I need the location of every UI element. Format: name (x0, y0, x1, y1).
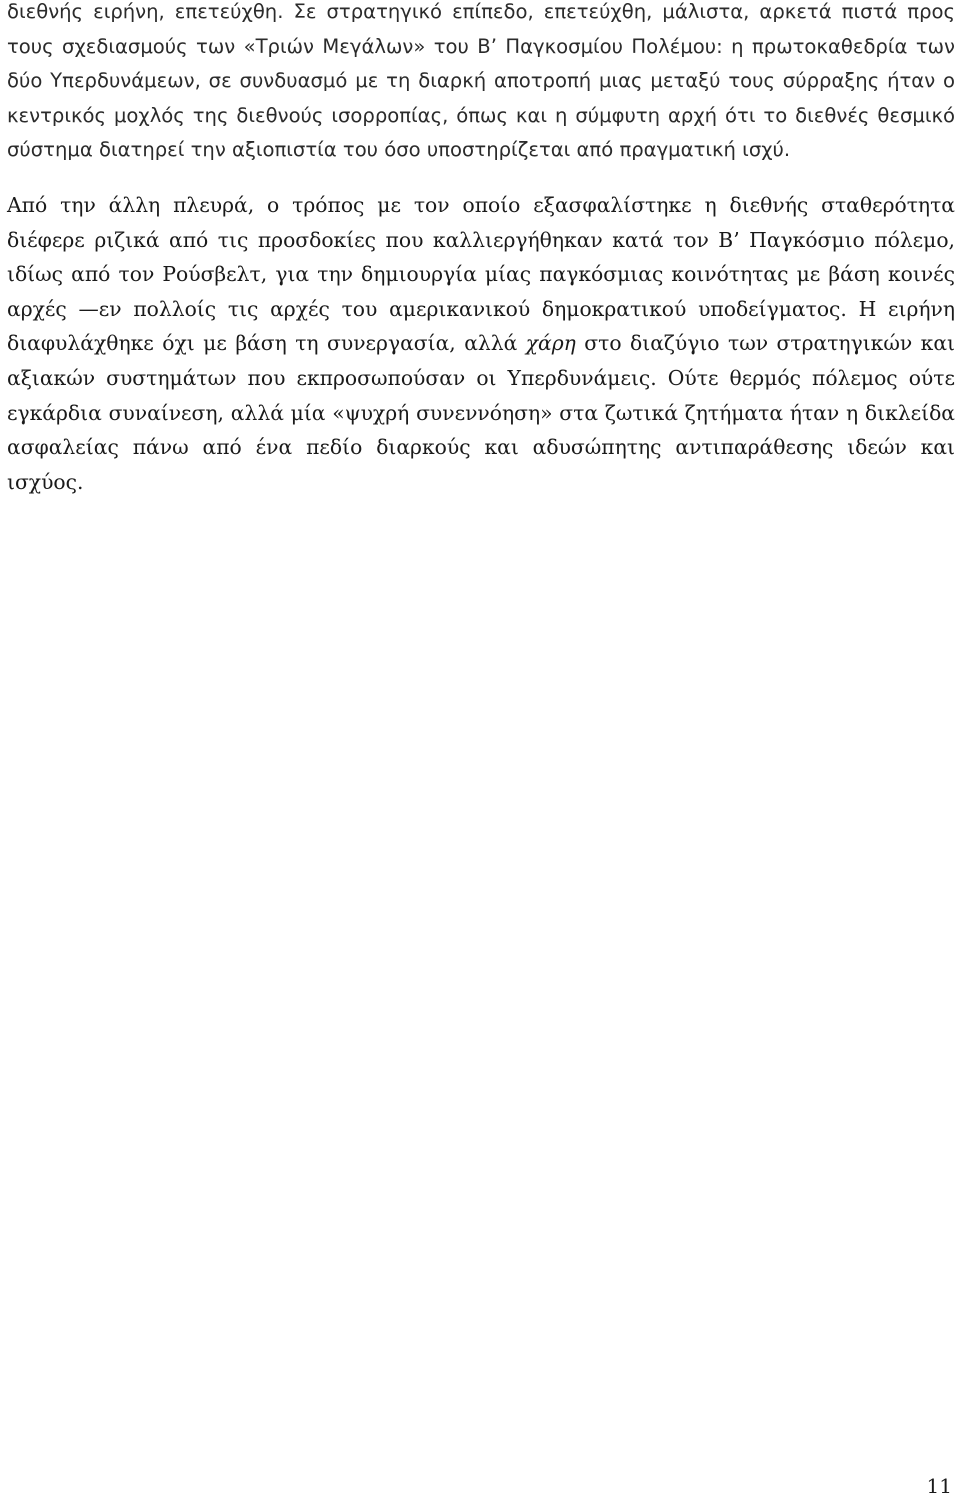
paragraph-2-part-2: στο διαζύγιο των στρατηγικών και αξιακών συστημάτων που εκπροσωπούσαν οι Υπερδυνάμεις. Ούτε θερμός πόλεμος ούτε εγκάρδια συναίνεση, αλλά μία «ψυχρή συνεννόηση» στα ζωτικά ζητήματα ήταν η δικλείδα ασφαλείας πάνω από ένα πεδίο διαρκούς και αδυσώπητης αντιπαράθεσης ιδεών και ισχύος. (7, 331, 955, 494)
paragraph-2 (7, 188, 955, 499)
paragraph-2-part-1: Από την άλλη πλευρά, ο τρόπος με τον οποίο εξασφαλίστηκε η διεθνής σταθερότητα διέφερε ριζικά από τις προσδοκίες που καλλιεργήθηκαν κατά τον Β’ Παγκόσμιο πόλεμο, ιδίως από τον Ρούσβελτ, για την δημιουργία μίας παγκόσμιας κοινότητας με βάση κοινές αρχές —εν πολλοίς τις αρχές του αμερικανικού δημοκρατικού υποδείγματος. Η ειρήνη διαφυλάχθηκε όχι με βάση τη συνεργασία, αλλά (7, 192, 955, 356)
paragraph-2-emphasis: χάρη (525, 331, 576, 356)
paragraph-1: διεθνής ειρήνη, επετεύχθη. Σε στρατηγικό επίπεδο, επετεύχθη, μάλιστα, αρκετά πιστά προς τους σχεδιασμούς των «Τριών Μεγάλων» του Β’ Παγκοσμίου Πολέμου: η πρωτοκαθεδρία των δύο Υπερδυνάμεων, σε συνδυασμό με τη διαρκή αποτροπή μιας μεταξύ τους σύρραξης ήταν ο κεντρικός μοχλός της διεθνούς ισορροπίας, όπως και η σύμφυτη αρχή ότι το διεθνές θεσμικό σύστημα διατηρεί την αξιοπιστία του όσο υποστηρίζεται από πραγματική ισχύ. (7, 0, 955, 162)
page-number: 11 (926, 1474, 952, 1498)
page-body (7, 0, 955, 499)
